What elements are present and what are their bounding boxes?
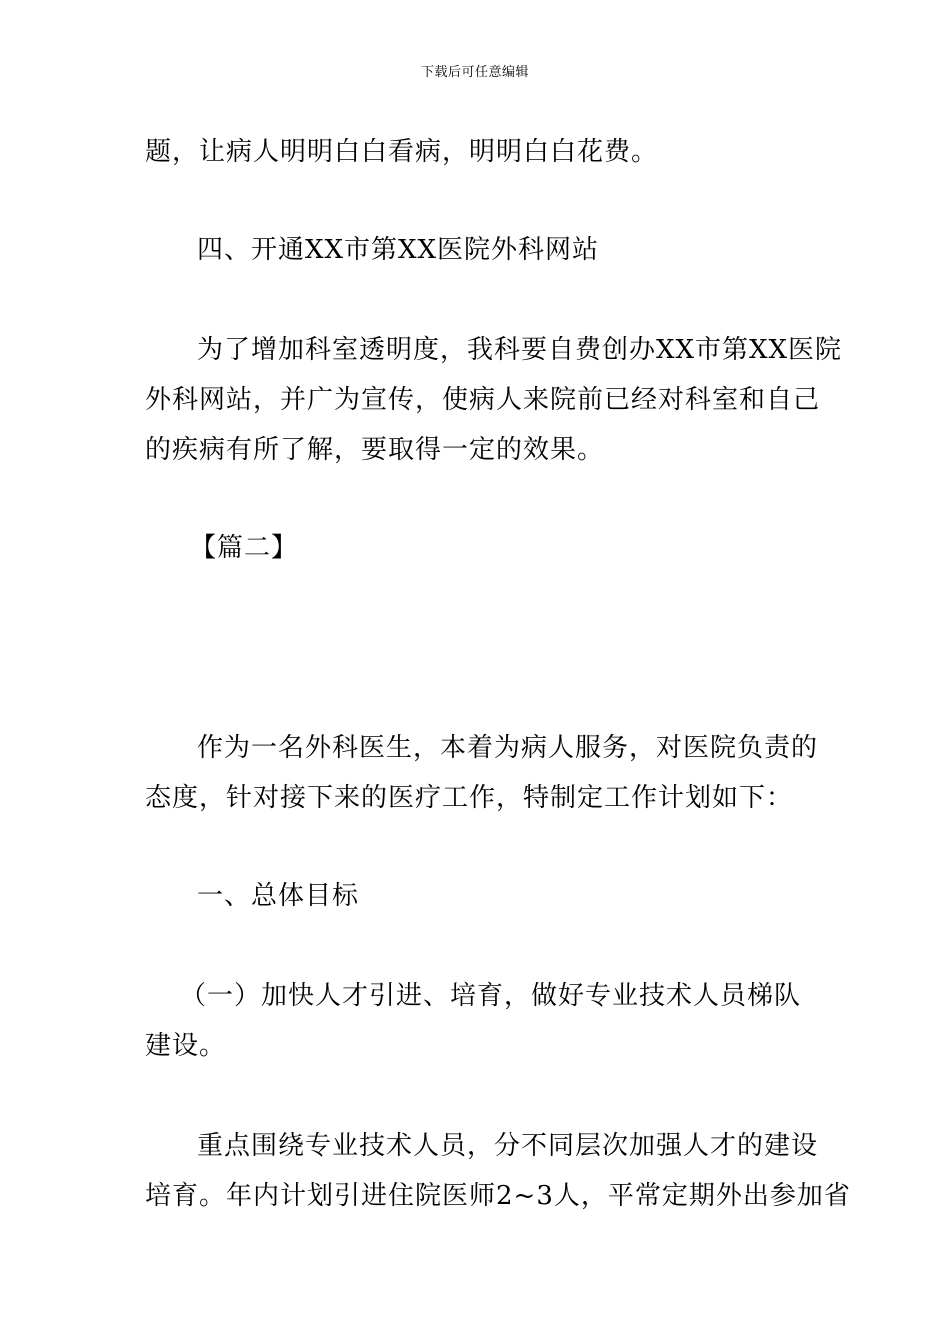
- paragraph-line: 题，让病人明明白白看病，明明白白花费。: [145, 137, 659, 167]
- paragraph-line: 外科网站，并广为宣传，使病人来院前已经对科室和自己: [145, 385, 821, 415]
- subsection-heading: （一）加快人才引进、培育，做好专业技术人员梯队: [180, 981, 802, 1011]
- page-header: 下载后可任意编辑: [420, 65, 529, 80]
- paragraph-line: 作为一名外科医生，本着为病人服务，对医院负责的: [197, 733, 819, 763]
- paragraph-line: 的疾病有所了解，要取得一定的效果。: [145, 435, 605, 465]
- paragraph-line: 培育。年内计划引进住院医师2~3人，平常定期外出参加省: [145, 1181, 851, 1211]
- chapter-heading: 【篇二】: [190, 533, 299, 563]
- section-heading: 一、总体目标: [197, 881, 360, 911]
- paragraph-line: 重点围绕专业技术人员，分不同层次加强人才的建设: [197, 1131, 819, 1161]
- paragraph-line: 为了增加科室透明度，我科要自费创办XX市第XX医院: [197, 335, 843, 365]
- section-heading: 四、开通XX市第XX医院外科网站: [197, 235, 600, 265]
- paragraph-line: 态度，针对接下来的医疗工作，特制定工作计划如下：: [145, 783, 794, 813]
- paragraph-line: 建设。: [145, 1031, 227, 1061]
